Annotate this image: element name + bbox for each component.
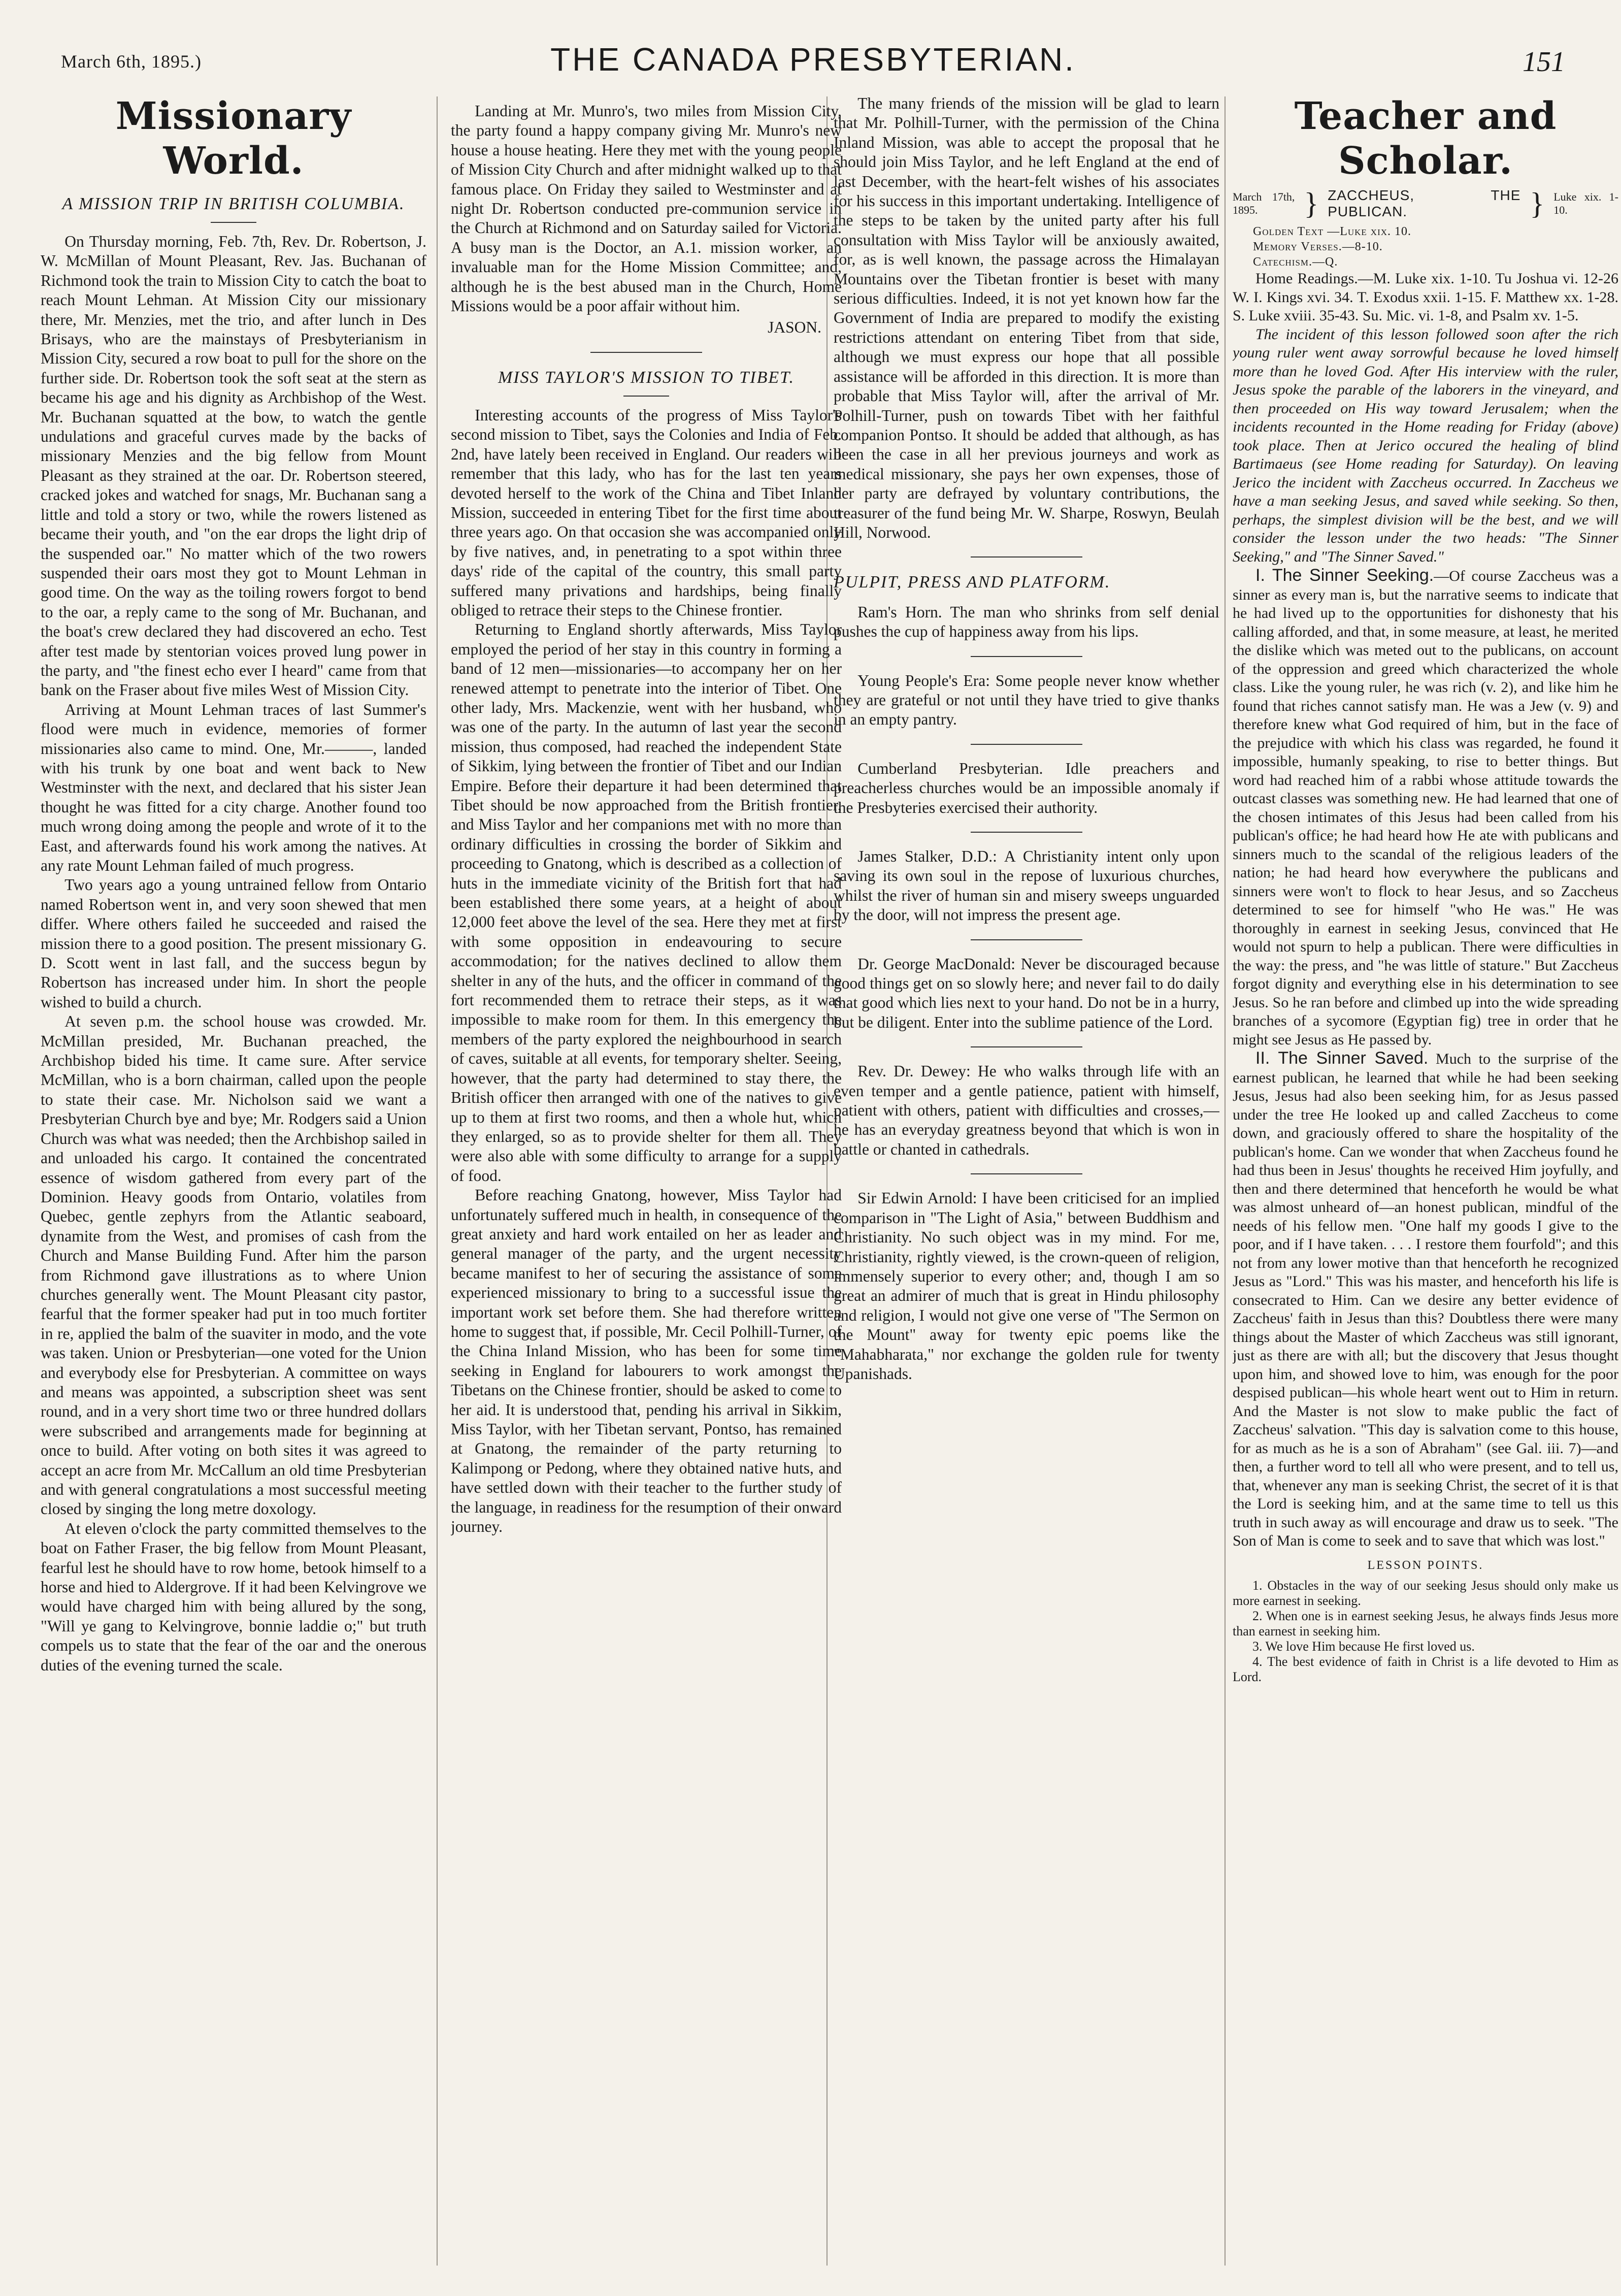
paragraph: Arriving at Mount Lehman traces of last Summer's flood were much in evidence, memories of former missionaries also came to mind. One, Mr.———, landed with his trunk by one boat and went back to New Westminster with the next, and declared that his sister Jean thought he was fitted for a city charge. Another found too much wrong doing among the people and wrote of it to the East, and afterwards found his work among the natives. At any rate Mount Lehman failed of much progress. bbox=[41, 700, 426, 874]
column-2 bbox=[451, 0, 842, 2276]
catechism: Catechism.—Q. bbox=[1253, 255, 1338, 269]
column-divider bbox=[1225, 96, 1226, 2266]
part-2-text: Much to the surprise of the earnest publican, he learned that while he had been seeking Jesus, Jesus had also been seeking him, for as Jesus passed under the tree He looked up and called Zaccheus to come down, and graciously offered to share the hospitality of the publican's home. Can we wonder that when Zaccheus found he had thus been in Jesus' thoughts he received Him joyfully, and then and there determined that henceforth he would be what was almost unheard of—an honest publican, mindful of the needs of his fellow men. "One half my goods I give to the poor, and if I have taken. . . . I restore them fourfold"; and this not from any lower motive than that henceforth he recognized Jesus as "Lord." This was his master, and henceforth his life is consecrated to Him. Can we desire any better evidence of Zaccheus' faith in Jesus than this? Doubtless there were many things about the Master of which Zaccheus was still ignorant, just as there are with all; but the discovery that Jesus thought upon him, and showed love to him, was enough for the poor despised publican—his whole heart went out to Him in return. And the Master is not slow to make public the fact of Zaccheus' salvation. "This day is salvation come to this house, for as much as he is a son of Abraham" (see Gal. iii. 7)—and then, a further word to tell all who were present, and to tell us, that, whenever any man is seeking Christ, the secret of it is that the Lord is seeking him, and at the same time to tell us this truth in such away as will encourage and draw us to seek. "The Son of Man is come to seek and to save that which was lost." bbox=[1233, 1051, 1618, 1549]
divider bbox=[971, 744, 1082, 745]
paragraph: Two years ago a young untrained fellow from Ontario named Robertson went in, and very soon shewed that men differ. Where others failed he succeeded and raised the mission there to a good position. The present missionary G. D. Scott went in last fall, and the success begun by Robertson has increased under him. In short the people wished to build a church. bbox=[41, 876, 426, 1011]
column-1 bbox=[41, 94, 426, 2276]
lesson-header bbox=[1233, 187, 1618, 220]
divider bbox=[623, 396, 669, 397]
page-number: 151 bbox=[1523, 46, 1565, 78]
part-1-heading: I. The Sinner Seeking. bbox=[1255, 566, 1434, 585]
paragraph: The many friends of the mission will be glad to learn that Mr. Polhill-Turner, with the permission of the China Inland Mission, was able to accept the proposal that he should join Miss Taylor, and he left England at the end of last December, with the heart-felt wishes of his associates for his success in this important undertaking. Intelligence of the steps to be taken by the united party after his full consultation with Miss Taylor will be anxiously awaited, for, as is well known, the passage across the Himalayan Mountains over the Tibetan frontier is beset with many serious difficulties. Indeed, it is not yet known how far the Government of India are prepared to modify the existing restrictions attendant on entering Tibet from that side, although we must express our hope that all possible assistance will be afforded in this direction. It is more than probable that Miss Taylor will, after the arrival of Mr. Polhill-Turner, push on towards Tibet with her faithful companion Pontso. It should be added that although, as has been the case in all her previous journeys and work as medical missionary, she pays her own expenses, those of her party are defrayed by voluntary contributions, the treasurer of the fund being Mr. W. Sharpe, Roswyn, Beulah Hill, Norwood. bbox=[834, 94, 1219, 541]
home-readings: Home Readings.—M. Luke xix. 1-10. Tu Joshua vi. 12-26 W. I. Kings xvi. 34. T. Exodus xxii. 1-15. F. Matthew xx. 1-28. S. Luke xviii. 35-43. Su. Mic. vi. 1-8, and Psalm xv. 1-5. bbox=[1233, 270, 1618, 324]
quote-item: Young People's Era: Some people never know whether they are grateful or not until they have tried to give thanks in an empty pantry. bbox=[834, 671, 1219, 729]
pulpit-press-platform-heading: PULPIT, PRESS AND PLATFORM. bbox=[834, 573, 1111, 592]
quote-item: Dr. George MacDonald: Never be discouraged because good things get on so slowly here; and never fail to do daily that good which lies next to your hand. Do not be in a hurry, but be diligent. Enter into the sublime patience of the Lord. bbox=[834, 955, 1219, 1031]
part-1 bbox=[1233, 566, 1618, 1049]
divider bbox=[971, 832, 1082, 833]
teacher-scholar-heading: Teacher and Scholar. bbox=[1294, 94, 1557, 183]
column-4 bbox=[1233, 94, 1618, 2276]
paragraph: Interesting accounts of the progress of Miss Taylor's second mission to Tibet, says the Colonies and India of Feb. 2nd, have lately been received in England. Our readers will remember that this lady, who has for the last ten years devoted herself to the work of the China and Tibet Inland Mission, succeeded in entering Tibet for the first time about three years ago. On that occasion she was accompanied only by five natives, and, in penetrating to a spot within three days' ride of the capital of the country, this small party suffered many privations and hardships, being finally obliged to retrace their steps to the Chinese frontier. bbox=[451, 406, 842, 619]
paragraph: Returning to England shortly afterwards, Miss Taylor employed the period of her stay in this country in forming a band of 12 men—missionaries—to accompany her on her renewed attempt to penetrate into the interior of Tibet. One other lady, Mrs. Mackenzie, went with her husband, who was one of the party. In the autumn of last year the second mission, thus composed, had reached the independent State of Sikkim, lying between the frontier of Tibet and our Indian Empire. Before their departure it had been determined that Tibet should be now approached from the British frontier, and Miss Taylor and her companions met with no more than ordinary difficulties in crossing the border of Sikkim and proceeding to Gnatong, which is described as a collection of huts in the immediate vicinity of the British fort that had been established there some years, at a height of about 12,000 feet above the level of the sea. Here they met at first with some opposition in endeavouring to secure accommodation; for the natives declined to allow them shelter in any of the huts, and the officer in command of the fort recommended them to retrace their steps, as it was impossible to make room for them. In this emergency the members of the party explored the neighbourhood in search of caves, suitable at all events, for temporary shelter. Seeing, however, that the party had determined to stay there, the British officer then arranged with one of the natives to give up to them at first two rooms, and then a whole hut, which they enlarged, so as to provide shelter for them all. They were also able with some difficulty to arrange for a supply of food. bbox=[451, 620, 842, 1185]
memory-verses: Memory Verses.—8-10. bbox=[1253, 240, 1383, 253]
divider bbox=[971, 556, 1082, 557]
part-2-heading: II. The Sinner Saved. bbox=[1255, 1048, 1429, 1068]
golden-text: Golden Text —Luke xix. 10. bbox=[1253, 225, 1412, 238]
divider bbox=[971, 939, 1082, 940]
quote-list bbox=[834, 603, 1219, 1384]
newspaper-title: THE CANADA PRESBYTERIAN. bbox=[550, 41, 1076, 78]
paragraph: On Thursday morning, Feb. 7th, Rev. Dr. Robertson, J. W. McMillan of Mount Pleasant, Rev. Jas. Buchanan of Richmond took the train to Mission City to catch the boat to reach Mount Lehman. At Mission City our missionary there, Mr. Menzies, met the trio, and after lunch in Des Brisays, who are the mainstays of Presbyterianism in Mission City, secured a row boat to pull for the shore on the further side. Dr. Robertson took the soft seat at the stern as became his age and his dignity as Archbishop of the West. Mr. Buchanan squatted at the bow, to watch the gentle undulations and graceful curves made by the backs of missionary Menzies and the big fellow from Mount Pleasant as they strained at the oar. Dr. Robertson steered, cracked jokes and watched for snags, Mr. Buchanan sang a little and told a story or two, while the rowers listened as became their youth, and "on the ear drops the light drip of the suspended oar." No matter which of the two rowers suspended their oars most they got to Mount Lehman in good time. On the way as the toiling rowers forgot to bend to the oar, a reply came to the song of Mr. Buchanan, and the boat's crew declared they had discovered an echo. Test after test made by stentorian voices proved lung power in the party, and "the finest echo ever I heard" came from that bank on the Fraser about five miles West of Mission City. bbox=[41, 233, 426, 699]
quote-item: James Stalker, D.D.: A Christianity intent only upon saving its own soul in the repose of luxurious churches, whilst the river of human sin and misery sweeps unguarded by the door, will not impress the present age. bbox=[834, 847, 1219, 924]
paragraph: At seven p.m. the school house was crowded. Mr. McMillan presided, Mr. Buchanan preached, the Archbishop bided his time. It came sure. After service McMillan, who is a born chairman, called upon the people to state their case. Mr. Nicholson said we want a Presbyterian Church bye and bye; Mr. Rodgers said a Union Church was what was needed; then the Archbishop sailed in and unloaded his cargo. It contained the concentrated essence of wisdom gathered from every part of the Dominion. Heavy goods from Ontario, volatiles from Quebec, gentle zephyrs from the Atlantic seaboard, dynamite from the West, and promises of cash from the Church and Manse Building Fund. After him the parson from Richmond gave illustrations as to where Union churches generally went. The Mount Pleasant city pastor, fearful that the former speaker had put in too much fortiter in re, applied the balm of the suaviter in modo, and the vote was taken. Union or Presbyterian—one voted for the Union and everybody else for Presbyterian. A committee on ways and means was appointed, a subscription sheet was sent round, and in a very short time two or three hundred dollars were subscribed and arrangements made for beginning at once to build. After voting on both sites it was agreed to accept an acre from Mr. McCallum an old time Presbyterian and with general congratulations a most successful meeting closed by singing the long metre doxology. bbox=[41, 1012, 426, 1518]
brace-glyph: } bbox=[1530, 187, 1545, 220]
article-title-mission-trip: A MISSION TRIP IN BRITISH COLUMBIA. bbox=[62, 194, 405, 213]
article-title-miss-taylor: MISS TAYLOR'S MISSION TO TIBET. bbox=[498, 368, 795, 387]
column-3 bbox=[834, 94, 1219, 2276]
quote-item: Rev. Dr. Dewey: He who walks through life with an even temper and a gentle patience, patient with himself, patient with others, patient with difficulties and crosses,—he has an everyday greatness beyond that which is won in battle or chanted in cathedrals. bbox=[834, 1062, 1219, 1158]
brace-glyph: } bbox=[1304, 187, 1319, 220]
paragraph: At eleven o'clock the party committed themselves to the boat on Father Fraser, the big fellow from Mount Pleasant, fearful lest he should have to row home, betook himself to a horse and hied to Aldergrove. If it had been Kelvingrove we would have charged him with being allured by the song, "Will ye gang to Kelvingrove, bonnie laddie o;" but truth compels us to state that the fear of the oar and the onerous duties of the evening turned the scale. bbox=[41, 1519, 426, 1674]
lesson-point: 1. Obstacles in the way of our seeking Jesus should only make us more earnest in seeking. bbox=[1233, 1578, 1618, 1608]
divider bbox=[590, 352, 702, 353]
quote-item: Cumberland Presbyterian. Idle preachers and preacherless churches would be an impossible anomaly if the Presbyteries exercised their authority. bbox=[834, 759, 1219, 816]
divider bbox=[971, 1046, 1082, 1047]
part-2 bbox=[1233, 1049, 1618, 1551]
divider bbox=[971, 656, 1082, 657]
missionary-world-heading: Missionary World. bbox=[115, 94, 352, 183]
lesson-point: 4. The best evidence of faith in Christ is a life devoted to Him as Lord. bbox=[1233, 1654, 1618, 1684]
signature: JASON. bbox=[768, 318, 821, 337]
lesson-reference: Luke xix. 1-10. bbox=[1553, 190, 1618, 216]
quote-item: Ram's Horn. The man who shrinks from self denial pushes the cup of happiness away from his lips. bbox=[834, 603, 1219, 641]
paragraph: Before reaching Gnatong, however, Miss Taylor had unfortunately suffered much in health, in consequence of the great anxiety and hard work entailed on her as leader and general manager of the party, and the urgent necessity became manifest to her of securing the assistance of some experienced missionary to bring to a successful issue the important work set before them. She had therefore written home to suggest that, if possible, Mr. Cecil Polhill-Turner, of the China Inland Mission, who has been for some time seeking in England for labourers to work amongst the Tibetans on the Chinese frontier, should be asked to come to her aid. It is understood that, pending his arrival in Sikkim, Miss Taylor, with her Tibetan servant, Pontso, has remained at Gnatong, the remainder of the party returning to Kalimpong or Pedong, where they obtained native huts, and have settled down with their teacher to the further study of the language, in readiness for the resumption of their onward journey. bbox=[451, 1186, 842, 1536]
divider bbox=[211, 222, 256, 223]
lesson-title: ZACCHEUS, THE PUBLICAN. bbox=[1328, 187, 1521, 219]
divider bbox=[971, 1173, 1082, 1174]
lesson-points-heading: LESSON POINTS. bbox=[1367, 1558, 1484, 1572]
part-1-text: —Of course Zaccheus was a sinner as every man is, but the narrative seems to indicate that he had lived up to the opportunities for dishonesty that his calling afforded, and that, in some measure, at least, he merited the dislike which was meted out to the publicans, on account of the oppression and greed which characterized the whole class. Like the young ruler, he was rich (v. 2), and like him he found that riches cannot satisfy man. He was a Jew (v. 9) and therefore knew what God required of him, but in the face of the prejudice with which his class was regarded, he found it impossible, humanly speaking, to rise to better things. But word had reached him of a rabbi whose attitude towards the outcast classes was something new. He had learned that one of the chosen intimates of this Jesus had been called from his publican's office; he had heard how He ate with publicans and sinners much to the scandal of the religious leaders of the nation; he had heard how everywhere the publicans and sinners were won't to flock to hear Jesus, and so Zaccheus determined to see for himself "who He was." He was thoroughly in earnest in seeking Jesus, convinced that He would not spurn to help a publican. There were difficulties in the way: the press, and "he was little of stature." But Zaccheus forgot dignity and everything else in his determination to see Jesus. So he ran before and climbed up into the wide spreading branches of a sycomore (Egyptian fig) tree in order that he might see Jesus as He passed by. bbox=[1233, 568, 1618, 1048]
lesson-point: 2. When one is in earnest seeking Jesus, he always finds Jesus more than earnest in seeking him. bbox=[1233, 1608, 1618, 1638]
lesson-point: 3. We love Him because He first loved us. bbox=[1252, 1638, 1475, 1654]
quote-item: Sir Edwin Arnold: I have been criticised for an implied comparison in "The Light of Asia," between Buddhism and Christianity. No such object was in my mind. For me, Christianity, rightly viewed, is the crown-queen of religion, immensely superior to every other; and, though I am so great an admirer of much that is great in Hindu philosophy and religion, I would not give one verse of "The Sermon on the Mount" away for twenty epic poems like the "Mahabharata," nor exchange the golden rule for twenty Upanishads. bbox=[834, 1189, 1219, 1383]
lesson-intro: The incident of this lesson followed soon after the rich young ruler went away sorrowful because he loved himself more than he loved God. After His interview with the ruler, Jesus spoke the parable of the laborers in the vineyard, and then proceeded on His way toward Jerusalem; when the incidents recounted in the Home reading for Friday (above) took place. Then at Jerico occured the healing of blind Bartimaeus (see Home reading for Saturday). On leaving Jerico the incident with Zaccheus occurred. In Zaccheus we have a man seeking Jesus, and saved while seeking. So then, perhaps, the simplest division will be the best, and we will consider the lesson under the two heads: "The Sinner Seeking," and "The Sinner Saved." bbox=[1233, 325, 1618, 565]
issue-date: March 6th, 1895.) bbox=[61, 51, 202, 72]
column-divider bbox=[437, 96, 438, 2266]
lesson-date: March 17th, 1895. bbox=[1233, 190, 1295, 216]
paragraph: Landing at Mr. Munro's, two miles from Mission City, the party found a happy company giving Mr. Munro's new house a house heating. Here they met with the young people of Mission City Church and after midnight walked up to that famous place. On Friday they sailed to Westminster and at night Dr. Robertson conducted pre-communion service in the Church at Richmond and on Saturday sailed for Victoria. A busy man is the Doctor, an A.1. mission worker, an invaluable man for the Home Mission Committee; and, although he is the best abused man in the Church, Home Missions would be a poor affair without him. bbox=[451, 102, 842, 315]
